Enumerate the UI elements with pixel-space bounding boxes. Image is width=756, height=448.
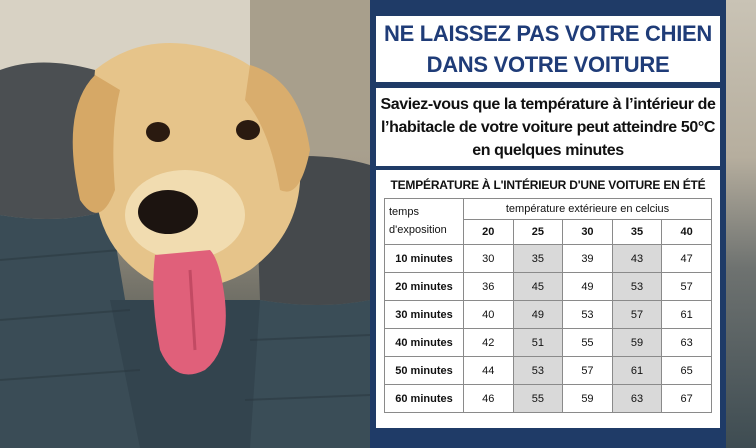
row-label: 40 minutes: [385, 329, 464, 357]
table-cell: 36: [464, 273, 514, 301]
table-cell: 55: [563, 329, 613, 357]
table-cell: 59: [612, 329, 662, 357]
table-row: [385, 357, 712, 385]
table-title: TEMPÉRATURE À L'INTÉRIEUR D'UNE VOITURE EN ÉTÉ: [390, 178, 706, 192]
table-cell: 42: [464, 329, 514, 357]
column-header: 35: [612, 220, 662, 245]
row-label: 20 minutes: [385, 273, 464, 301]
table-row: [385, 273, 712, 301]
info-panel: [370, 0, 726, 448]
table-cell: 53: [513, 357, 563, 385]
column-header: 30: [563, 220, 613, 245]
table-cell: 65: [662, 357, 712, 385]
table-cell: 53: [612, 273, 662, 301]
table-cell: 40: [464, 301, 514, 329]
temperature-table-box: [376, 170, 720, 428]
table-cell: 61: [662, 301, 712, 329]
table-cell: 57: [563, 357, 613, 385]
table-cell: 63: [662, 329, 712, 357]
table-cell: 47: [662, 245, 712, 273]
warning-text: Saviez-vous que la température à l’intérieur de l’habitacle de votre voiture peut atteindre 50°C en quelques minutes: [376, 88, 720, 166]
table-cell: 57: [662, 273, 712, 301]
table-cell: 59: [563, 385, 613, 413]
column-header: 40: [662, 220, 712, 245]
header-exposure-time: temps d'exposition: [385, 199, 464, 245]
row-label: 30 minutes: [385, 301, 464, 329]
photo-edge-strip: [726, 0, 756, 448]
table-row: [385, 385, 712, 413]
table-cell: 49: [563, 273, 613, 301]
table-cell: 35: [513, 245, 563, 273]
table-cell: 49: [513, 301, 563, 329]
row-label: 10 minutes: [385, 245, 464, 273]
dog-in-car-illustration: [0, 0, 370, 448]
table-cell: 55: [513, 385, 563, 413]
table-row: [385, 329, 712, 357]
row-label: 50 minutes: [385, 357, 464, 385]
table-cell: 46: [464, 385, 514, 413]
table-cell: 57: [612, 301, 662, 329]
table-cell: 45: [513, 273, 563, 301]
table-row: [385, 245, 712, 273]
table-cell: 30: [464, 245, 514, 273]
dog-photo: [0, 0, 370, 448]
table-cell: 39: [563, 245, 613, 273]
table-cell: 67: [662, 385, 712, 413]
row-label: 60 minutes: [385, 385, 464, 413]
headline-line-1: NE LAISSEZ PAS VOTRE CHIEN: [384, 21, 712, 46]
headline-line-2: DANS VOTRE VOITURE: [426, 52, 670, 77]
table-cell: 44: [464, 357, 514, 385]
table-cell: 61: [612, 357, 662, 385]
table-cell: 63: [612, 385, 662, 413]
column-header: 25: [513, 220, 563, 245]
table-cell: 53: [563, 301, 613, 329]
column-header: 20: [464, 220, 514, 245]
table-cell: 43: [612, 245, 662, 273]
table-cell: 51: [513, 329, 563, 357]
temperature-table: [384, 198, 712, 413]
table-row: [385, 301, 712, 329]
header-outside-temp: température extérieure en celcius: [464, 199, 712, 220]
headline: [376, 16, 720, 82]
